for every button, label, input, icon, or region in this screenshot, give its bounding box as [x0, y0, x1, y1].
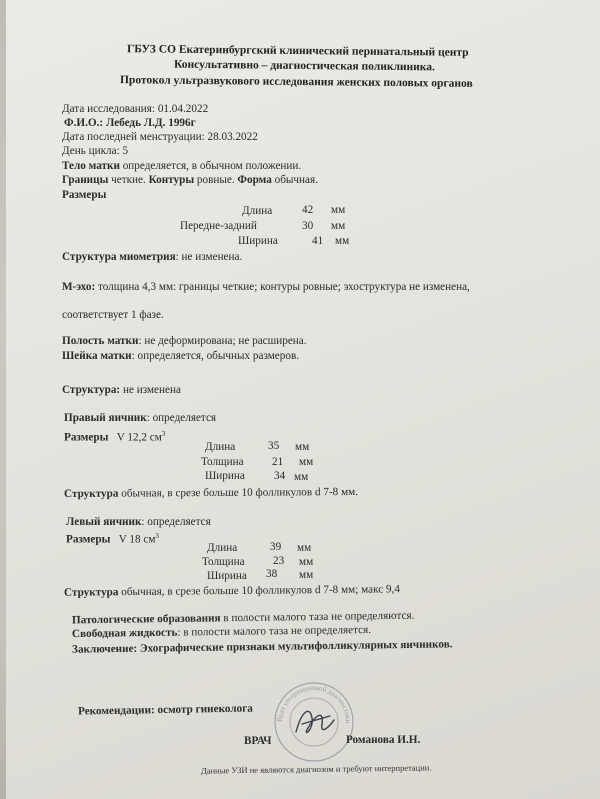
right-ovary-sizes — [64, 427, 165, 445]
right-ovary-structure-label: Структура — [63, 487, 119, 501]
doctor-name: Романова И.Н. — [346, 734, 421, 746]
left-ovary-structure-label: Структура — [63, 586, 119, 599]
m-echo-text: толщина 4,3 мм: границы четкие; контуры ровные; эхоструктура не изменена, — [95, 281, 470, 293]
left-ovary-length-label: Длина — [207, 542, 238, 554]
left-ovary-title — [66, 515, 211, 529]
doctor-label: ВРАЧ — [244, 735, 272, 747]
myometrium — [62, 250, 242, 264]
uterus-ap-value: 30 — [302, 220, 314, 232]
uterus-width-value: 41 — [312, 235, 324, 247]
right-ovary-width-value: 34 — [274, 470, 286, 482]
exam-date: Дата исследования: 01.04.2022 — [62, 103, 209, 115]
left-ovary-structure-text: обычная, в срезе больше 10 фолликулов d 7-8 мм; макс 9,4 — [118, 583, 401, 599]
uterus-body-label: Тело матки — [62, 160, 120, 172]
left-ovary-thickness-unit: мм — [299, 556, 314, 568]
structure — [62, 383, 181, 397]
uterus-width-label: Ширина — [238, 235, 278, 247]
borders-label: Границы — [62, 174, 109, 186]
left-ovary-width-value: 38 — [266, 568, 278, 580]
right-ovary-volume: V 12,2 см — [116, 431, 162, 444]
right-ovary-width-label: Ширина — [205, 470, 245, 482]
right-ovary-width-unit: мм — [294, 471, 309, 483]
uterus-length-label: Длина — [242, 205, 273, 217]
right-ovary-structure — [64, 485, 358, 501]
left-ovary-thickness-label: Толщина — [202, 556, 245, 568]
cervix-label: Шейка матки — [62, 350, 132, 362]
uterine-cavity — [62, 334, 307, 348]
conclusion-text: Эхографические признаки мультифолликулярных яичников. — [137, 638, 453, 655]
disclaimer: Данные УЗИ не являются диагнозом и требуют интерпретации. — [200, 762, 432, 776]
signature — [296, 711, 334, 732]
free-fluid-label: Свободная жидкость — [71, 626, 178, 641]
right-ovary-length-value: 35 — [268, 440, 280, 452]
uterus-sizes-label: Размеры — [62, 189, 107, 201]
borders-text: четкие. — [108, 174, 146, 186]
left-ovary-volume: V 18 см — [118, 533, 156, 546]
right-ovary-length-label: Длина — [205, 441, 236, 453]
cervix — [62, 349, 299, 363]
left-ovary-length-value: 39 — [270, 541, 282, 553]
uterus-borders — [62, 173, 318, 187]
right-ovary-thickness-label: Толщина — [201, 456, 244, 468]
header-line-2: Консультативно – диагностическая поликлиника. — [173, 58, 435, 74]
uterus-length-unit: мм — [331, 204, 346, 216]
conclusion-label: Заключение: — [71, 642, 138, 656]
right-ovary-label: Правый яичник — [64, 412, 147, 424]
svg-text:Врач ультразвуковой диагностик — [276, 684, 352, 724]
uterus-width-unit: мм — [335, 235, 350, 247]
structure-label: Структура: — [62, 384, 121, 396]
patient-name-label: Ф.И.О.: — [64, 117, 104, 129]
right-ovary-thickness-unit: мм — [299, 456, 314, 468]
left-ovary-thickness-value: 23 — [273, 555, 285, 567]
contours-label: Контуры — [148, 174, 195, 186]
uterus-ap-label: Передне-задний — [180, 220, 257, 232]
right-ovary-volume-sup: 3 — [161, 430, 166, 438]
structure-text: не изменена — [120, 384, 181, 396]
left-ovary-sizes — [66, 529, 159, 547]
cavity-text: : не деформирована; не расширена. — [138, 335, 307, 347]
m-echo-label: М-эхо: — [62, 281, 96, 293]
pathology-label: Патологические образования — [71, 612, 221, 627]
left-ovary-sizes-label: Размеры — [66, 533, 111, 546]
last-menses: Дата последней менструации: 28.03.2022 — [62, 131, 258, 143]
uterus-ap-unit: мм — [331, 220, 346, 232]
patient-name — [64, 116, 196, 130]
left-ovary-structure — [64, 582, 400, 600]
m-echo — [62, 280, 470, 294]
cervix-text: : определяется, обычных размеров. — [131, 350, 300, 362]
right-ovary-sizes-label: Размеры — [64, 431, 109, 444]
left-ovary-volume-sup: 3 — [155, 532, 159, 540]
left-ovary-width-unit: мм — [299, 569, 314, 581]
right-ovary-structure-text: обычная, в срезе больше 10 фолликулов d 7-8 мм. — [118, 485, 359, 500]
shape-text: обычная. — [271, 174, 318, 186]
uterus-body — [62, 159, 301, 173]
uterus-length-value: 42 — [302, 204, 314, 216]
right-ovary-thickness-value: 21 — [272, 456, 284, 468]
header-line-3: Протокол ультразвукового исследования женских половых органов — [119, 74, 473, 90]
right-ovary-length-unit: мм — [295, 441, 310, 453]
uterus-body-text: определяется, в обычном положении. — [119, 160, 302, 172]
m-echo-phase: соответствует 1 фазе. — [62, 309, 164, 321]
left-ovary-length-unit: мм — [297, 542, 312, 554]
left-ovary-label: Левый яичник — [66, 516, 142, 528]
right-ovary-title — [64, 411, 216, 425]
myometrium-text: : не изменена. — [175, 251, 243, 263]
header-line-1: ГБУЗ СО Екатеринбургский клинический перинатальный центр — [126, 43, 469, 59]
free-fluid-text: : в полости малого таза не определяется. — [177, 623, 372, 639]
stamp-text: Врач ультразвуковой диагностики — [275, 683, 353, 724]
myometrium-label: Структура миометрия — [62, 251, 176, 263]
left-ovary-text: : определяется — [141, 516, 211, 528]
doctor-stamp — [272, 680, 356, 764]
pathology-text: в полости малого таза не определяются. — [220, 609, 415, 625]
cavity-label: Полость матки — [62, 335, 139, 347]
shape-label: Форма — [237, 174, 272, 186]
document-page — [6, 0, 600, 799]
contours-text: ровные. — [194, 174, 235, 186]
patient-name-value: Лебедь Л.Д. 1996г — [105, 117, 196, 129]
recommendations: Рекомендации: осмотр гинеколога — [77, 702, 253, 718]
cycle-day: День цикла: 5 — [62, 145, 129, 157]
right-ovary-text: : определяется — [146, 412, 217, 424]
left-ovary-width-label: Ширина — [207, 570, 247, 582]
